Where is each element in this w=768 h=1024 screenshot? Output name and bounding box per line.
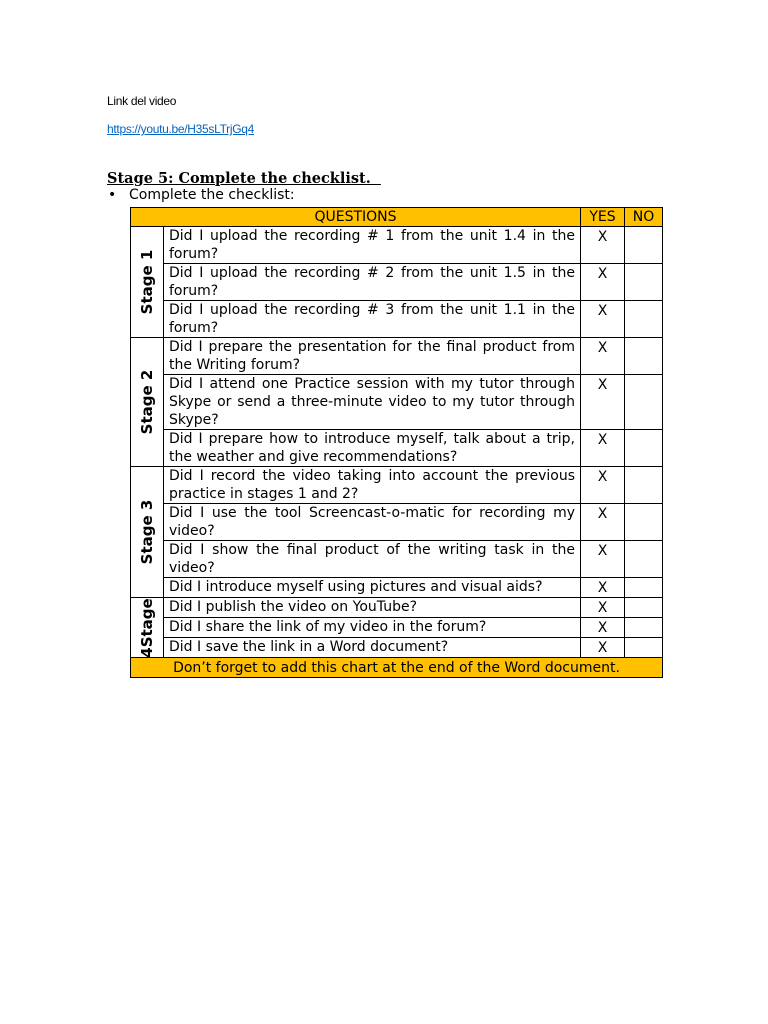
table-row xyxy=(131,301,663,338)
question-cell: Did I record the video taking into account the previous practice in stages 1 and 2? xyxy=(164,467,581,504)
question-cell: Did I use the tool Screencast-o-matic for recording my video? xyxy=(164,504,581,541)
stage-cell xyxy=(131,227,164,338)
yes-cell: X xyxy=(581,541,625,578)
yes-cell: X xyxy=(581,430,625,467)
bullet-text: Complete the checklist: xyxy=(129,187,295,203)
header-no: NO xyxy=(625,208,663,227)
table-row xyxy=(131,598,663,618)
footer-note: Don’t forget to add this chart at the end of the Word document. xyxy=(131,658,663,678)
question-cell: Did I publish the video on YouTube? xyxy=(164,598,581,618)
table-row xyxy=(131,338,663,375)
question-cell: Did I prepare how to introduce myself, talk about a trip, the weather and give recommendations? xyxy=(164,430,581,467)
question-cell: Did I introduce myself using pictures and visual aids? xyxy=(164,578,581,598)
no-cell xyxy=(625,504,663,541)
yes-cell: X xyxy=(581,618,625,638)
question-cell: Did I upload the recording # 3 from the unit 1.1 in the forum? xyxy=(164,301,581,338)
table-row xyxy=(131,467,663,504)
question-cell: Did I attend one Practice session with my tutor through Skype or send a three-minute video to my tutor through Skype? xyxy=(164,375,581,430)
no-cell xyxy=(625,578,663,598)
table-footer-row xyxy=(131,658,663,678)
yes-cell: X xyxy=(581,598,625,618)
no-cell xyxy=(625,541,663,578)
table-row xyxy=(131,638,663,658)
yes-cell: X xyxy=(581,264,625,301)
stage-label: Stage 2 xyxy=(138,369,156,435)
no-cell xyxy=(625,301,663,338)
stage-cell xyxy=(131,467,164,598)
no-cell xyxy=(625,618,663,638)
no-cell xyxy=(625,375,663,430)
stage-title: Stage 5: Complete the checklist. xyxy=(107,170,381,187)
table-header-row xyxy=(131,208,663,227)
question-cell: Did I share the link of my video in the forum? xyxy=(164,618,581,638)
table-row xyxy=(131,578,663,598)
question-cell: Did I prepare the presentation for the final product from the Writing forum? xyxy=(164,338,581,375)
stage-label: 4Stage xyxy=(138,597,156,658)
table-row xyxy=(131,227,663,264)
header-questions: QUESTIONS xyxy=(131,208,581,227)
yes-cell: X xyxy=(581,638,625,658)
yes-cell: X xyxy=(581,227,625,264)
table-row xyxy=(131,430,663,467)
link-label: Link del video xyxy=(107,94,177,108)
no-cell xyxy=(625,430,663,467)
no-cell xyxy=(625,227,663,264)
no-cell xyxy=(625,338,663,375)
table-row xyxy=(131,504,663,541)
stage-cell xyxy=(131,338,164,467)
no-cell xyxy=(625,264,663,301)
question-cell: Did I show the final product of the writing task in the video? xyxy=(164,541,581,578)
question-cell: Did I upload the recording # 1 from the unit 1.4 in the forum? xyxy=(164,227,581,264)
question-cell: Did I save the link in a Word document? xyxy=(164,638,581,658)
stage-label: Stage 3 xyxy=(138,499,156,565)
yes-cell: X xyxy=(581,467,625,504)
question-cell: Did I upload the recording # 2 from the unit 1.5 in the forum? xyxy=(164,264,581,301)
no-cell xyxy=(625,467,663,504)
table-row xyxy=(131,264,663,301)
video-link[interactable]: https://youtu.be/H35sLTrjGq4 xyxy=(107,122,255,136)
yes-cell: X xyxy=(581,578,625,598)
no-cell xyxy=(625,598,663,618)
yes-cell: X xyxy=(581,301,625,338)
yes-cell: X xyxy=(581,375,625,430)
table-row xyxy=(131,541,663,578)
bullet-icon: • xyxy=(108,187,117,203)
no-cell xyxy=(625,638,663,658)
checklist-table xyxy=(130,207,663,678)
yes-cell: X xyxy=(581,338,625,375)
stage-label: Stage 1 xyxy=(138,249,156,315)
header-yes: YES xyxy=(581,208,625,227)
yes-cell: X xyxy=(581,504,625,541)
table-row xyxy=(131,375,663,430)
table-row xyxy=(131,618,663,638)
stage-cell xyxy=(131,598,164,658)
